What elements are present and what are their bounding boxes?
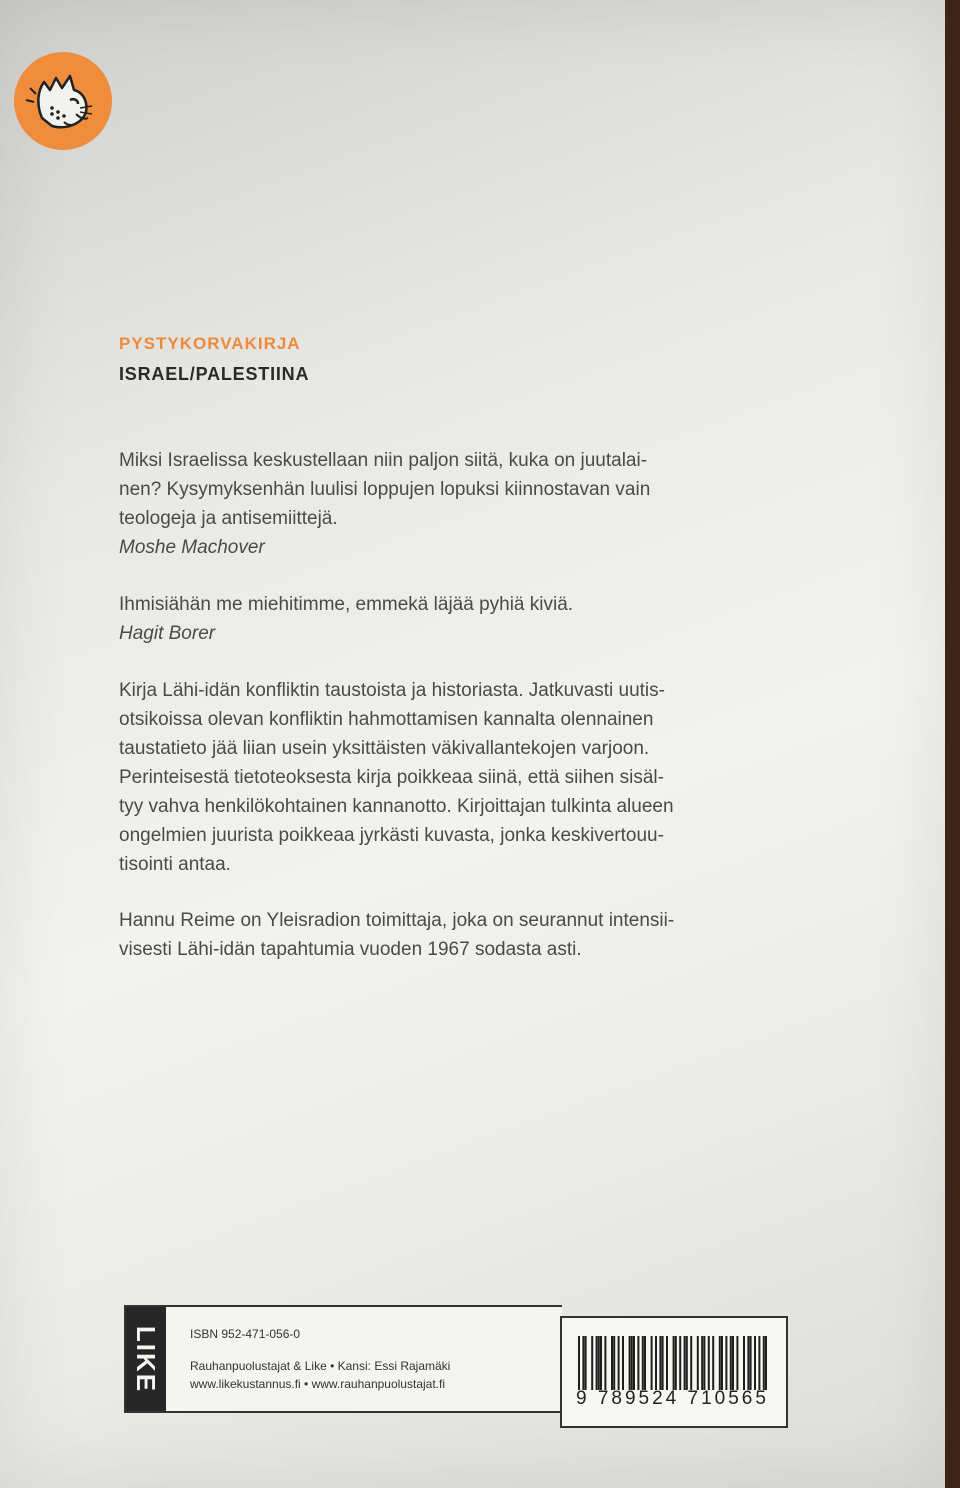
book-title: ISRAEL/PALESTIINA [119, 364, 310, 384]
imprint-box [124, 1305, 562, 1413]
quote-line: nen? Kysymyksenhän luulisi loppujen lopuksi kiinnostavan vain [119, 479, 651, 500]
barcode-bar [747, 1336, 749, 1390]
barcode-bar [633, 1336, 635, 1390]
barcode-bar [730, 1336, 732, 1390]
cat-face-icon [22, 60, 104, 142]
barcode-bar [725, 1336, 727, 1390]
barcode-icon [578, 1336, 768, 1390]
quote-line: teologeja ja antisemiittejä. [119, 508, 338, 529]
barcode-bar [686, 1336, 688, 1390]
isbn: ISBN 952-471-056-0 [190, 1327, 301, 1341]
author-bio [119, 906, 809, 964]
barcode-bar [708, 1336, 710, 1390]
barcode-bar [673, 1336, 675, 1390]
description-line: tisointi antaa. [119, 854, 231, 875]
barcode-bar [701, 1336, 703, 1390]
publisher-credits: Rauhanpuolustajat & Like • Kansi: Essi Rajamäki [190, 1359, 451, 1373]
barcode-bar [666, 1336, 668, 1390]
barcode-bar [637, 1336, 639, 1390]
barcode-bar [613, 1336, 615, 1390]
barcode-bar [758, 1336, 760, 1390]
book-description [119, 676, 809, 879]
barcode-bar [629, 1336, 631, 1390]
barcode-bar [736, 1336, 738, 1390]
barcode-box [560, 1316, 788, 1428]
barcode-bar [712, 1336, 714, 1390]
barcode-bar [598, 1336, 600, 1390]
barcode-bar [596, 1336, 598, 1390]
description-line: Kirja Lähi-idän konfliktin taustoista ja historiasta. Jatkuvasti uutis- [119, 680, 665, 701]
barcode-bar [732, 1336, 734, 1390]
barcode-bar [679, 1336, 681, 1390]
quote-1 [119, 446, 809, 562]
series-logo [14, 52, 112, 150]
barcode-bar [743, 1336, 745, 1390]
barcode-bar [765, 1336, 767, 1390]
barcode-bar [651, 1336, 653, 1390]
description-line: ongelmien juurista poikkeaa jyrkästi kuvasta, jonka keskivertouu- [119, 825, 664, 846]
barcode-bar [591, 1336, 593, 1390]
barcode-bar [585, 1336, 587, 1390]
barcode-bar [703, 1336, 705, 1390]
publisher-logo [126, 1307, 166, 1411]
barcode-bar [763, 1336, 765, 1390]
barcode-bar [622, 1336, 624, 1390]
quote-author: Moshe Machover [119, 537, 265, 558]
barcode-bar [611, 1336, 613, 1390]
quote-2 [119, 590, 809, 648]
description-line: Perinteisestä tietoteoksesta kirja poikkeaa siinä, että siihen sisäl- [119, 767, 664, 788]
barcode-bar [582, 1336, 584, 1390]
barcode-bar [690, 1336, 692, 1390]
barcode-bar [675, 1336, 677, 1390]
barcode-bar [618, 1336, 620, 1390]
barcode-bar [721, 1336, 723, 1390]
quote-author: Hagit Borer [119, 623, 216, 644]
series-label: PYSTYKORVAKIRJA [119, 334, 301, 353]
bio-line: visesti Lähi-idän tapahtumia vuoden 1967 sodasta asti. [119, 939, 582, 960]
barcode-bar [750, 1336, 752, 1390]
barcode-bar [642, 1336, 644, 1390]
barcode-bar [662, 1336, 664, 1390]
barcode-bar [631, 1336, 633, 1390]
barcode-bar [578, 1336, 580, 1390]
barcode-bar [604, 1336, 606, 1390]
description-line: tyy vahva henkilökohtainen kannanotto. Kirjoittajan tulkinta alueen [119, 796, 674, 817]
barcode-bar [659, 1336, 661, 1390]
barcode-bar [600, 1336, 602, 1390]
barcode-bar [684, 1336, 686, 1390]
publisher-logo-text: LIKE [131, 1325, 162, 1393]
barcode-bar [719, 1336, 721, 1390]
publisher-websites: www.likekustannus.fi • www.rauhanpuolustajat.fi [190, 1377, 445, 1391]
barcode-bar [655, 1336, 657, 1390]
quote-line: Miksi Israelissa keskustellaan niin paljon siitä, kuka on juutalai- [119, 450, 648, 471]
barcode-number: 9 789524 710565 [576, 1388, 769, 1409]
barcode-bar [644, 1336, 646, 1390]
quote-line: Ihmisiähän me miehitimme, emmekä läjää pyhiä kiviä. [119, 594, 574, 615]
description-line: taustatieto jää liian usein yksittäisten väkivallantekojen varjoon. [119, 738, 650, 759]
bio-line: Hannu Reime on Yleisradion toimittaja, joka on seurannut intensii- [119, 910, 675, 931]
description-line: otsikoissa olevan konfliktin hahmottamisen kannalta olennainen [119, 709, 654, 730]
barcode-bar [754, 1336, 756, 1390]
barcode-bar [697, 1336, 699, 1390]
